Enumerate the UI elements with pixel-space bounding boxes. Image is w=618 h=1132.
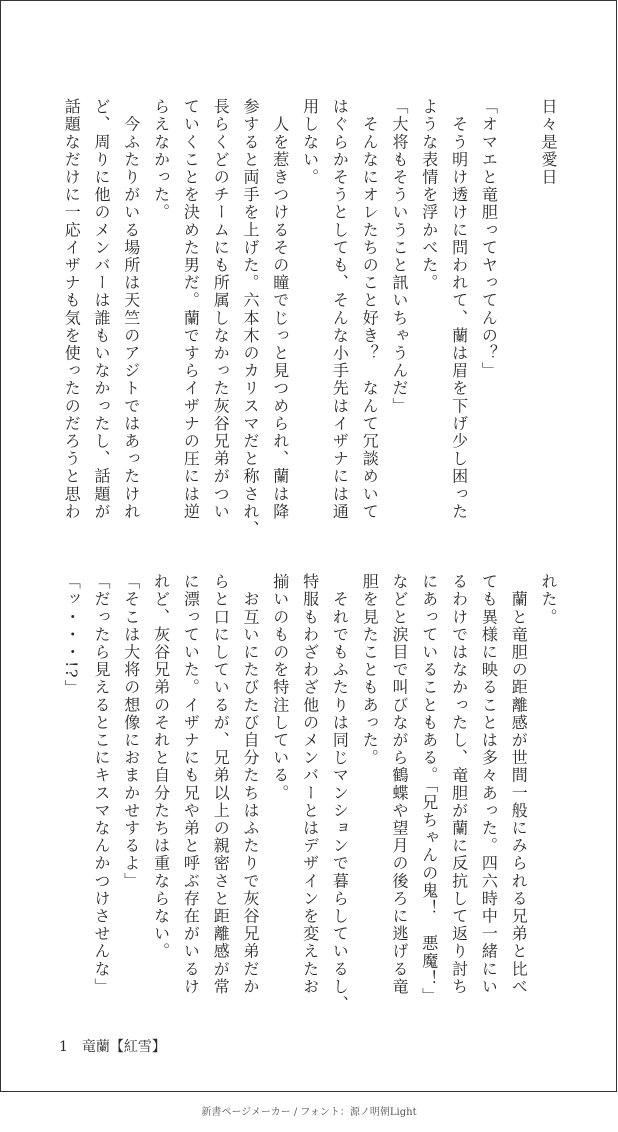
text-line: そう明け透けに問われて、蘭は眉を下げ少し困った bbox=[449, 98, 469, 521]
text-line: 参すると両手を上げた。六本木のカリスマだと称され、 bbox=[241, 98, 260, 538]
story-title: 日々是愛日 bbox=[539, 98, 558, 186]
text-line: ような表情を浮かべた。 bbox=[419, 98, 439, 292]
text-line: 揃いのものを特注している。 bbox=[270, 573, 290, 802]
text-line: そんなにオレたちのこと好き？ なんて冗談めいて bbox=[360, 98, 380, 521]
text-line: 用しない。 bbox=[300, 98, 320, 186]
text-line: 「そこは大将の想像におまかせするよ」 bbox=[121, 573, 141, 890]
text-line: それでもふたりは同じマンションで暮らしているし、 bbox=[330, 573, 350, 1013]
text-line: 今ふたりがいる場所は天竺のアジトではあったけれ bbox=[121, 98, 141, 521]
generator-caption: 新書ページメーカー / フォント：源ノ明朝Light bbox=[201, 1107, 417, 1118]
text-line: 人を惹きつけるその瞳でじっと見つめられ、蘭は降 bbox=[270, 98, 290, 521]
text-line: 特服もわざわざ他のメンバーとはデザインを変えたお bbox=[300, 573, 320, 996]
text-line: ても異様に映ることは多々あった。四六時中一緒にい bbox=[479, 573, 499, 996]
text-line: 話題なだけに一応イザナも気を使ったのだろうと思わ bbox=[62, 98, 82, 521]
text-line: 胆を見たこともあった。 bbox=[360, 573, 380, 767]
text-line: れた。 bbox=[539, 573, 558, 626]
text-line: お互いにたびたび自分たちはふたりで灰谷兄弟だか bbox=[241, 573, 260, 996]
text-line: ていくことを決めた男だ。蘭ですらイザナの圧には逆 bbox=[181, 98, 201, 521]
text-line: 長らくどのチームにも所属しなかった灰谷兄弟がつい bbox=[211, 98, 231, 521]
text-line: ど、周りに他のメンバーは誰もいなかったし、話題が bbox=[92, 98, 111, 521]
text-line: にあっていることもある。「兄ちゃんの鬼！ 悪魔！」 bbox=[419, 573, 439, 1005]
text-line: 「大将もそういうこと訊いちゃうんだ」 bbox=[390, 98, 409, 415]
text-line: らと口にしているが、兄弟以上の親密さと距離感が常 bbox=[211, 573, 231, 996]
text-line: に漂っていた。イザナにも兄や弟と呼ぶ存在がいるけ bbox=[181, 573, 201, 996]
text-line: 「だったら見えるとこにキスマなんかつけさせんな」 bbox=[92, 573, 111, 996]
text-line: はぐらかそうとしても、そんな小手先はイザナには通 bbox=[330, 98, 350, 521]
page-footer: 1 竜蘭【紅雪】 bbox=[59, 1039, 166, 1055]
text-line: れど、灰谷兄弟のそれと自分たちは重ならない。 bbox=[151, 573, 171, 961]
text-line: らえなかった。 bbox=[151, 98, 171, 222]
text-line: 蘭と竜胆の距離感が世間一般にみられる兄弟と比べ bbox=[509, 573, 529, 996]
text-line: 「ッ・・・!?」 bbox=[62, 573, 82, 697]
text-line: るわけではなかったし、竜胆が蘭に反抗して返り討ち bbox=[449, 573, 469, 996]
text-line: 「オマエと竜胆ってヤってんの？」 bbox=[479, 98, 499, 380]
text-line: などと涙目で叫びながら鶴蝶や望月の後ろに逃げる竜 bbox=[390, 573, 409, 996]
